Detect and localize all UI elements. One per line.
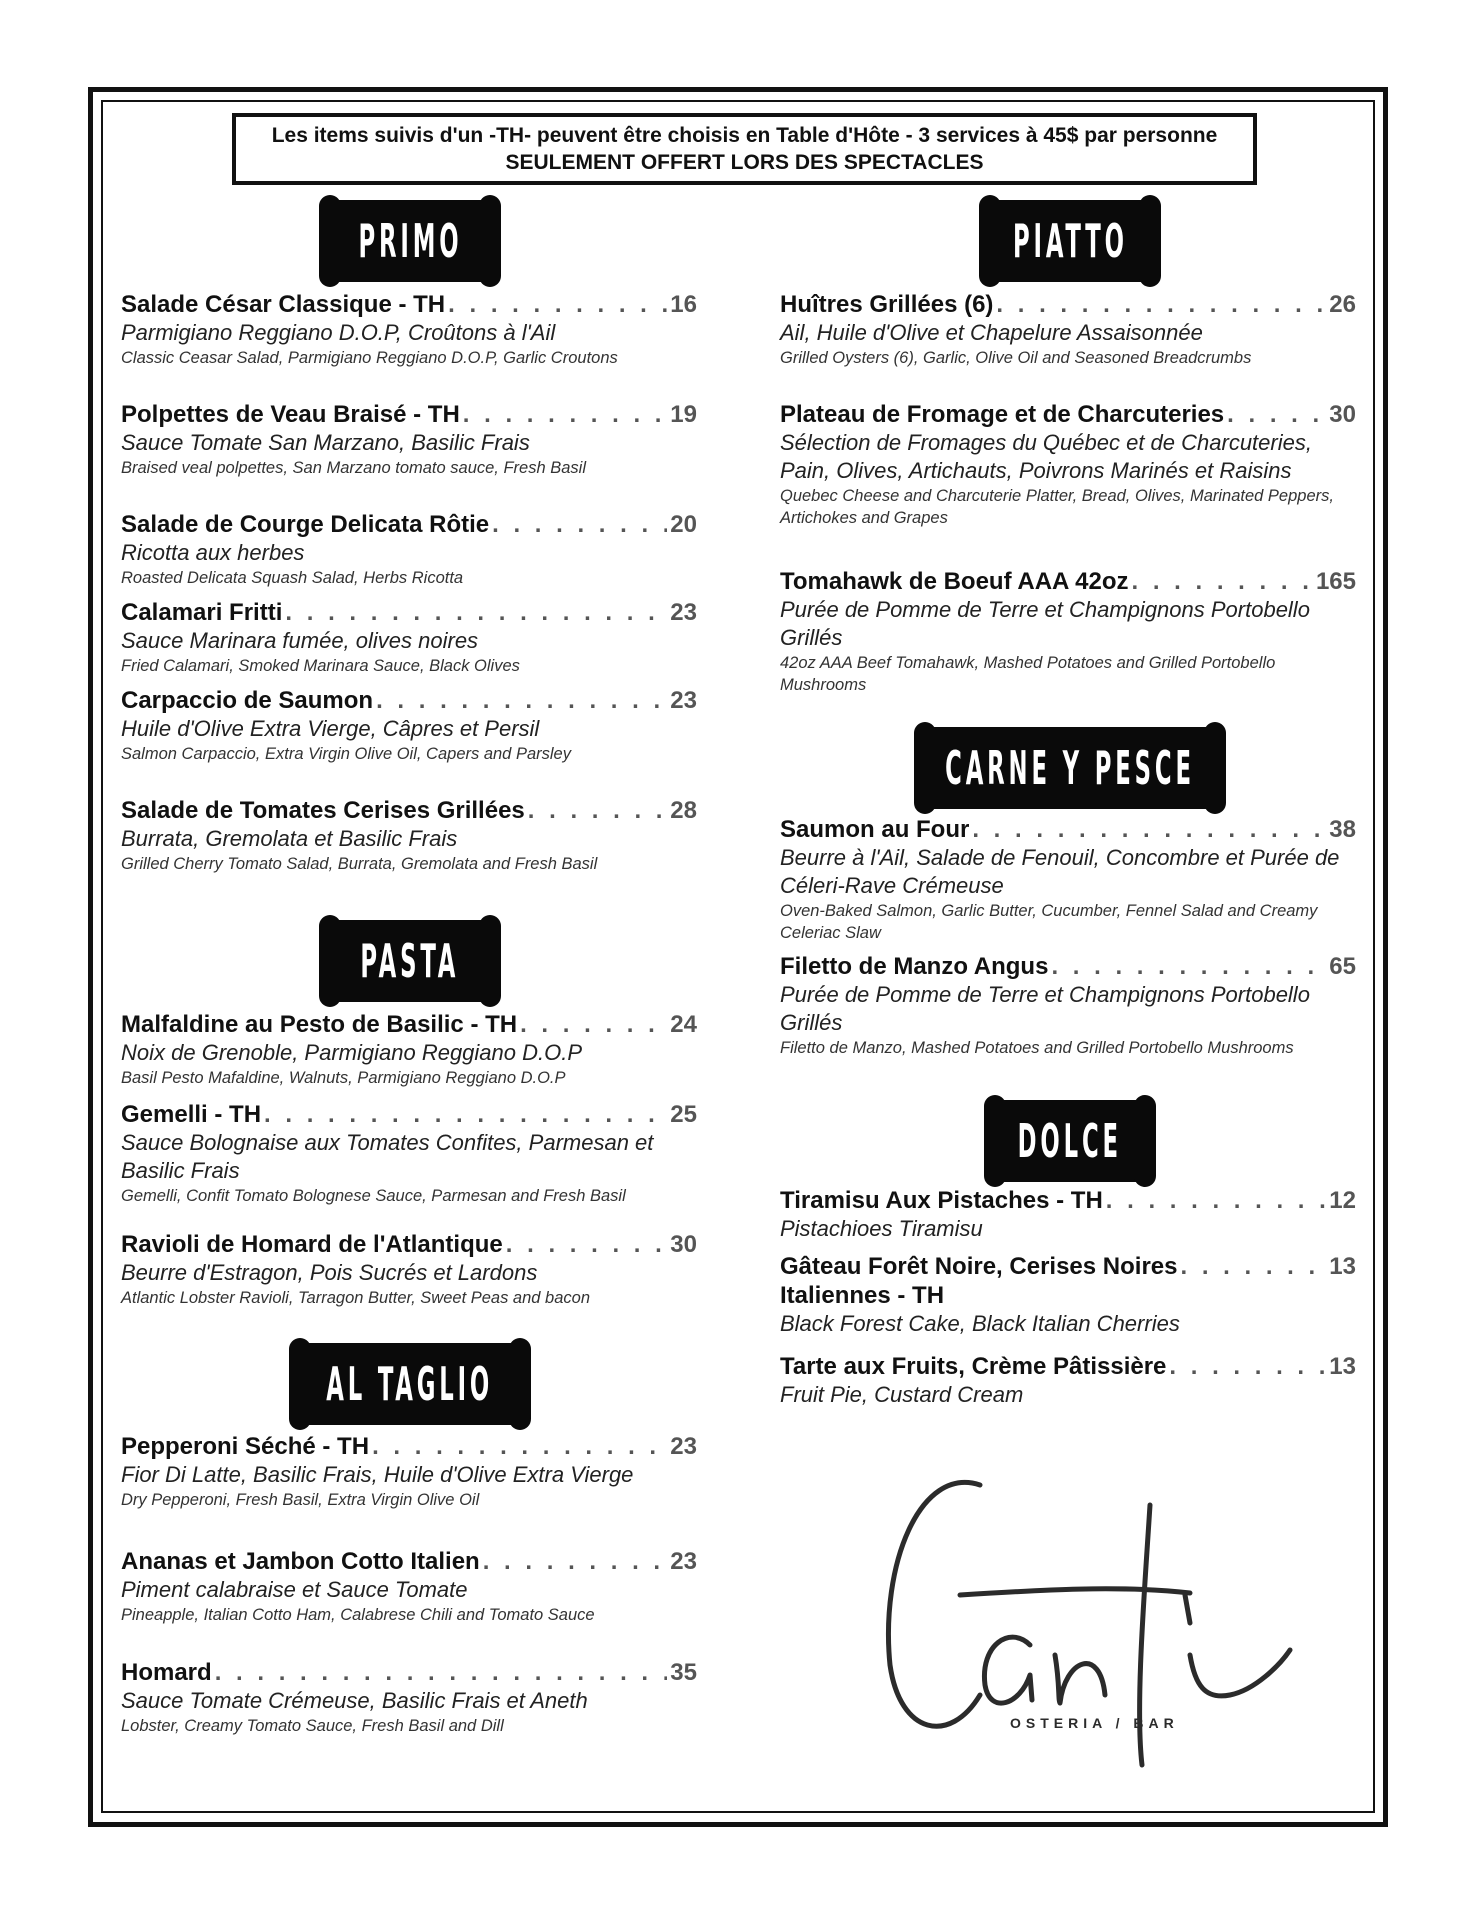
item-description-en: Grilled Oysters (6), Garlic, Olive Oil and Seasoned Breadcrumbs (780, 349, 1252, 367)
item-description-en: Braised veal polpettes, San Marzano tomato sauce, Fresh Basil (121, 459, 586, 477)
dot-leader (1180, 1252, 1326, 1281)
item-description-fr: Burrata, Gremolata et Basilic Frais (121, 826, 458, 851)
item-description-fr: Sauce Marinara fumée, olives noires (121, 628, 479, 653)
item-description-fr: Fior Di Latte, Basilic Frais, Huile d'Olive Extra Vierge (121, 1462, 634, 1487)
item-name-continued: Italiennes - TH (780, 1282, 945, 1309)
dot-leader (506, 1230, 668, 1259)
item-price: 12 (1329, 1187, 1356, 1214)
dot-leader (1106, 1186, 1327, 1215)
item-price: 28 (670, 797, 697, 824)
dot-leader (1051, 952, 1326, 981)
item-description-fr: Huile d'Olive Extra Vierge, Câpres et Persil (121, 716, 540, 741)
menu-item (121, 1100, 697, 1207)
dot-leader (1169, 1352, 1326, 1381)
menu-item (780, 400, 1356, 529)
item-name: Ravioli de Homard de l'Atlantique (121, 1231, 503, 1258)
item-price: 23 (670, 599, 697, 626)
item-description-en: Atlantic Lobster Ravioli, Tarragon Butter, Sweet Peas and bacon (121, 1289, 591, 1307)
item-description-fr: Parmigiano Reggiano D.O.P, Croûtons à l'Ail (121, 320, 556, 345)
item-price: 30 (670, 1231, 697, 1258)
item-name: Ananas et Jambon Cotto Italien (121, 1548, 480, 1575)
item-description-en: Grilled Cherry Tomato Salad, Burrata, Gremolata and Fresh Basil (121, 855, 598, 873)
section-title: AL TAGLIO (326, 1357, 494, 1411)
item-name: Tomahawk de Boeuf AAA 42oz (780, 568, 1129, 595)
menu-item (121, 1547, 697, 1626)
item-price: 65 (1329, 953, 1356, 980)
section-title: CARNE Y PESCE (945, 741, 1195, 795)
item-price: 38 (1329, 816, 1356, 843)
section-title: PRIMO (358, 214, 462, 268)
dot-leader (972, 815, 1326, 844)
menu-item (121, 290, 697, 369)
table-dhote-notice (232, 113, 1257, 185)
item-price: 165 (1315, 568, 1356, 595)
menu-item (121, 1658, 697, 1737)
dot-leader (492, 510, 667, 539)
item-description-fr: Ricotta aux herbes (121, 540, 305, 565)
item-price: 13 (1329, 1353, 1356, 1380)
item-name: Pepperoni Séché - TH (121, 1433, 370, 1460)
item-description-fr: Sauce Tomate Crémeuse, Basilic Frais et Aneth (121, 1688, 588, 1713)
item-name: Salade de Courge Delicata Rôtie (121, 511, 490, 538)
section-banner-primo (325, 200, 495, 282)
menu-item (780, 952, 1356, 1059)
item-description-fr: Purée de Pomme de Terre et Champignons Portobello Grillés (780, 982, 1310, 1035)
dot-leader (448, 290, 667, 319)
section-banner-dolce (990, 1100, 1150, 1182)
logo-tagline: OSTERIA / BAR (1010, 1715, 1179, 1731)
dot-leader (463, 400, 668, 429)
item-description-en: Lobster, Creamy Tomato Sauce, Fresh Basil and Dill (121, 1717, 504, 1735)
item-description-fr: Noix de Grenoble, Parmigiano Reggiano D.O.P (121, 1040, 583, 1065)
item-price: 19 (670, 401, 697, 428)
item-description-fr: Ail, Huile d'Olive et Chapelure Assaisonnée (780, 320, 1203, 345)
item-price: 13 (1329, 1253, 1356, 1280)
dot-leader (285, 598, 667, 627)
menu-item (780, 1352, 1356, 1409)
item-description-en: Oven-Baked Salmon, Garlic Butter, Cucumber, Fennel Salad and Creamy Celeriac Slaw (780, 902, 1318, 942)
item-description-en: Fried Calamari, Smoked Marinara Sauce, Black Olives (121, 657, 520, 675)
dot-leader (372, 1432, 667, 1461)
section-title: DOLCE (1017, 1114, 1123, 1168)
dot-leader (1132, 567, 1313, 596)
section-banner-al-taglio (295, 1343, 525, 1425)
menu-item (121, 510, 697, 589)
item-description-en: Classic Ceasar Salad, Parmigiano Reggiano D.O.P, Garlic Croutons (121, 349, 618, 367)
section-title: PIATTO (1012, 214, 1128, 268)
dot-leader (996, 290, 1326, 319)
item-price: 30 (1329, 401, 1356, 428)
item-description-fr: Beurre d'Estragon, Pois Sucrés et Lardons (121, 1260, 538, 1285)
item-description-fr: Beurre à l'Ail, Salade de Fenouil, Concombre et Purée de Céleri-Rave Crémeuse (780, 845, 1340, 898)
item-name: Homard (121, 1659, 212, 1686)
item-name: Carpaccio de Saumon (121, 687, 374, 714)
canti-logo (860, 1445, 1300, 1775)
dot-leader (528, 796, 668, 825)
menu-item (121, 796, 697, 875)
section-banner-pasta (325, 920, 495, 1002)
item-description-fr: Sélection de Fromages du Québec et de Charcuteries, Pain, Olives, Artichauts, Poivrons Marinés et Raisins (780, 430, 1312, 483)
item-description-fr: Pistachioes Tiramisu (780, 1216, 983, 1241)
dot-leader (376, 686, 667, 715)
item-description-en: Basil Pesto Mafaldine, Walnuts, Parmigiano Reggiano D.O.P (121, 1069, 566, 1087)
item-description-en: Filetto de Manzo, Mashed Potatoes and Grilled Portobello Mushrooms (780, 1039, 1294, 1057)
item-name: Plateau de Fromage et de Charcuteries (780, 401, 1225, 428)
menu-item (780, 1252, 1356, 1338)
item-name: Tarte aux Fruits, Crème Pâtissière (780, 1353, 1167, 1380)
item-description-fr: Piment calabraise et Sauce Tomate (121, 1577, 468, 1602)
item-description-en: 42oz AAA Beef Tomahawk, Mashed Potatoes and Grilled Portobello Mushrooms (780, 654, 1276, 694)
item-description-en: Dry Pepperoni, Fresh Basil, Extra Virgin Olive Oil (121, 1491, 480, 1509)
item-name: Saumon au Four (780, 816, 970, 843)
item-price: 23 (670, 1548, 697, 1575)
item-name: Salade de Tomates Cerises Grillées (121, 797, 525, 824)
menu-item (121, 598, 697, 677)
section-title: PASTA (360, 934, 460, 988)
item-description-fr: Fruit Pie, Custard Cream (780, 1382, 1024, 1407)
item-price: 16 (670, 291, 697, 318)
item-name: Salade César Classique - TH (121, 291, 446, 318)
item-price: 25 (670, 1101, 697, 1128)
menu-item (780, 815, 1356, 944)
menu-item (121, 1010, 697, 1089)
item-description-fr: Purée de Pomme de Terre et Champignons Portobello Grillés (780, 597, 1310, 650)
notice-line-2: SEULEMENT OFFERT LORS DES SPECTACLES (505, 151, 984, 174)
item-name: Gâteau Forêt Noire, Cerises Noires (780, 1253, 1178, 1280)
menu-item (121, 400, 697, 479)
item-name: Filetto de Manzo Angus (780, 953, 1049, 980)
item-description-fr: Sauce Tomate San Marzano, Basilic Frais (121, 430, 530, 455)
item-price: 20 (670, 511, 697, 538)
item-name: Malfaldine au Pesto de Basilic - TH (121, 1011, 518, 1038)
notice-line-1: Les items suivis d'un -TH- peuvent être choisis en Table d'Hôte - 3 services à 45$ par personne (271, 124, 1218, 147)
dot-leader (215, 1658, 668, 1687)
item-description-en: Pineapple, Italian Cotto Ham, Calabrese Chili and Tomato Sauce (121, 1606, 595, 1624)
section-banner-carne (920, 727, 1220, 809)
item-description-fr: Black Forest Cake, Black Italian Cherries (780, 1311, 1180, 1336)
menu-item (780, 567, 1356, 696)
dot-leader (1227, 400, 1326, 429)
item-name: Huîtres Grillées (6) (780, 291, 994, 318)
menu-item (121, 1230, 697, 1309)
item-price: 26 (1329, 291, 1356, 318)
item-name: Gemelli - TH (121, 1101, 262, 1128)
item-description-en: Salmon Carpaccio, Extra Virgin Olive Oil, Capers and Parsley (121, 745, 571, 763)
menu-item (121, 1432, 697, 1511)
item-price: 24 (670, 1011, 697, 1038)
item-name: Polpettes de Veau Braisé - TH (121, 401, 460, 428)
item-price: 35 (670, 1659, 697, 1686)
item-description-fr: Sauce Bolognaise aux Tomates Confites, Parmesan et Basilic Frais (121, 1130, 654, 1183)
item-description-en: Quebec Cheese and Charcuterie Platter, Bread, Olives, Marinated Peppers, Artichokes and Grapes (780, 487, 1334, 527)
menu-item (121, 686, 697, 765)
item-price: 23 (670, 687, 697, 714)
dot-leader (264, 1100, 667, 1129)
item-name: Calamari Fritti (121, 599, 283, 626)
item-name: Tiramisu Aux Pistaches - TH (780, 1187, 1103, 1214)
item-description-en: Gemelli, Confit Tomato Bolognese Sauce, Parmesan and Fresh Basil (121, 1187, 626, 1205)
item-description-en: Roasted Delicata Squash Salad, Herbs Ricotta (121, 569, 464, 587)
section-banner-piatto (985, 200, 1155, 282)
item-price: 23 (670, 1433, 697, 1460)
dot-leader (483, 1547, 668, 1576)
menu-item (780, 290, 1356, 369)
dot-leader (520, 1010, 667, 1039)
menu-item (780, 1186, 1356, 1243)
